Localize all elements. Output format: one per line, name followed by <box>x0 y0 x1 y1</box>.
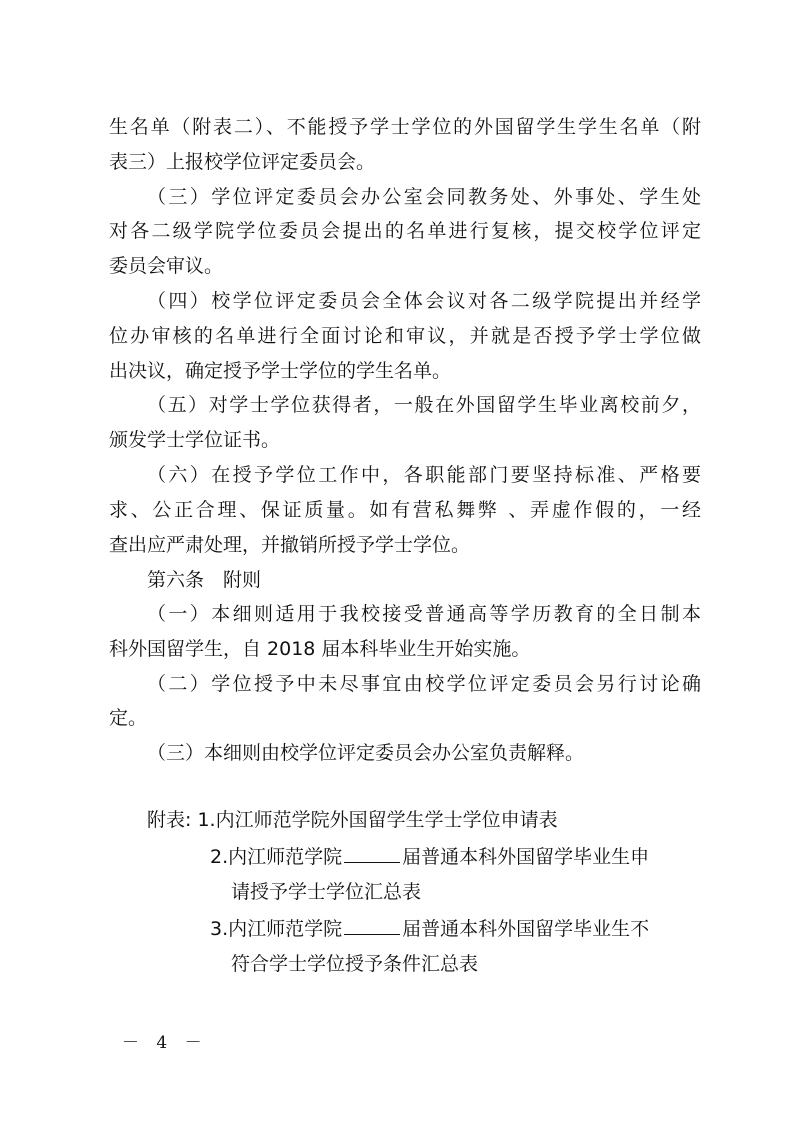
section-text-line: 定。 <box>109 707 148 730</box>
section-heading: 第六条 附则 <box>147 569 262 591</box>
body-text-line: （六）在授予学位工作中，各职能部门要坚持标准、严格要 <box>147 464 701 486</box>
appendix-item-3 <box>210 914 649 942</box>
appendix-item-2 <box>210 842 649 870</box>
body-text-line: 颁发学士学位证书。 <box>109 429 281 452</box>
section-text-line: （二）学位授予中未尽事宜由校学位评定委员会另行讨论确 <box>147 672 701 695</box>
appendix-item-1 <box>147 806 558 834</box>
appendix-item-3-cont: 符合学士学位授予条件汇总表 <box>231 953 479 975</box>
section-text-line: 科外国留学生，自 2018 届本科毕业生开始实施。 <box>109 637 531 660</box>
body-text-line: （四）校学位评定委员会全体会议对各二级学院提出并经学 <box>147 290 701 312</box>
body-text-line: 求、公正合理、保证质量。如有营私舞弊 、弄虚作假的，一经 <box>109 498 701 521</box>
blank-underline <box>344 914 400 935</box>
body-text-line: 出决议，确定授予学士学位的学生名单。 <box>109 359 452 382</box>
body-text-line: （三）学位评定委员会办公室会同教务处、外事处、学生处 <box>147 185 701 208</box>
body-text-line: 位办审核的名单进行全面讨论和审议，并就是否授予学士学位做 <box>109 324 701 347</box>
body-text-line: 查出应严肃处理，并撤销所授予学士学位。 <box>109 533 471 556</box>
appendix-item-1-text: 1.内江师范学院外国留学生学士学位申请表 <box>197 809 558 831</box>
body-text-line: 表三）上报校学位评定委员会。 <box>109 150 376 173</box>
body-text-line: 委员会审议。 <box>109 255 224 278</box>
appendix-item-3-suffix: 届普通本科外国留学毕业生不 <box>402 918 650 940</box>
appendix-item-3-prefix: 3.内江师范学院 <box>210 918 343 940</box>
appendix-item-2-cont: 请授予学士学位汇总表 <box>231 881 422 903</box>
appendix-item-2-suffix: 届普通本科外国留学毕业生申 <box>402 846 650 868</box>
body-text-line: （五）对学士学位获得者，一般在外国留学生毕业离校前夕， <box>147 394 701 417</box>
body-text-line: 生名单（附表二）、不能授予学士学位的外国留学生学生名单（附 <box>109 116 701 138</box>
appendix-label: 附表: <box>147 809 192 831</box>
blank-underline <box>344 842 400 863</box>
section-text-line: （一）本细则适用于我校接受普通高等学历教育的全日制本 <box>147 603 701 625</box>
page-number: － 4 － <box>122 1033 208 1053</box>
appendix-item-2-prefix: 2.内江师范学院 <box>210 846 343 868</box>
section-text-line: （三）本细则由校学位评定委员会办公室负责解释。 <box>147 742 585 765</box>
body-text-line: 对各二级学院学位委员会提出的名单进行复核，提交校学位评定 <box>109 220 701 243</box>
